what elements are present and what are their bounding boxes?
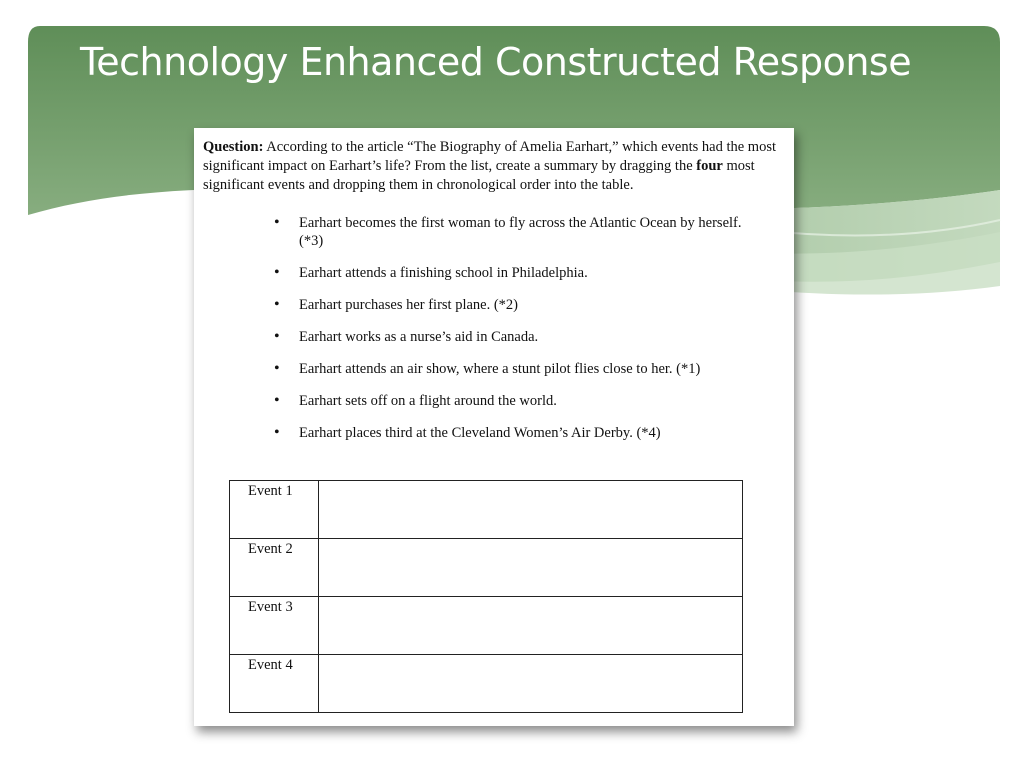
event-option-7[interactable]: • Earhart places third at the Cleveland Women’s Air Derby. (*4) <box>274 424 661 442</box>
table-row <box>230 655 743 713</box>
question-text-part-1: According to the article “The Biography of Amelia Earhart,” which events had the most significant impact on Earhart’s life? From the list, create a summary by dragging the <box>203 139 776 174</box>
event-drop-zone-2[interactable] <box>319 539 743 597</box>
question-label: Question: <box>203 139 264 155</box>
question-emphasis: four <box>696 158 723 174</box>
question-document <box>194 128 794 726</box>
question-text <box>203 138 788 195</box>
event-option-1[interactable]: • Earhart becomes the first woman to fly across the Atlantic Ocean by herself. (*3) <box>274 214 754 250</box>
event-option-6[interactable]: • Earhart sets off on a flight around the world. <box>274 392 557 410</box>
event-label-3: Event 3 <box>230 597 319 655</box>
event-label-2: Event 2 <box>230 539 319 597</box>
table-row <box>230 539 743 597</box>
event-drop-zone-4[interactable] <box>319 655 743 713</box>
event-label-4: Event 4 <box>230 655 319 713</box>
slide-title: Technology Enhanced Constructed Response <box>80 40 912 84</box>
event-option-5[interactable]: • Earhart attends an air show, where a stunt pilot flies close to her. (*1) <box>274 360 700 378</box>
table-row <box>230 597 743 655</box>
event-option-2[interactable]: • Earhart attends a finishing school in Philadelphia. <box>274 264 588 282</box>
event-label-1: Event 1 <box>230 481 319 539</box>
event-option-4[interactable]: • Earhart works as a nurse’s aid in Canada. <box>274 328 538 346</box>
event-drop-zone-3[interactable] <box>319 597 743 655</box>
question-text-part-2: most significant events and dropping them in chronological order into the table. <box>203 158 755 193</box>
answer-table <box>229 480 743 713</box>
table-row <box>230 481 743 539</box>
event-drop-zone-1[interactable] <box>319 481 743 539</box>
event-option-3[interactable]: • Earhart purchases her first plane. (*2) <box>274 296 518 314</box>
